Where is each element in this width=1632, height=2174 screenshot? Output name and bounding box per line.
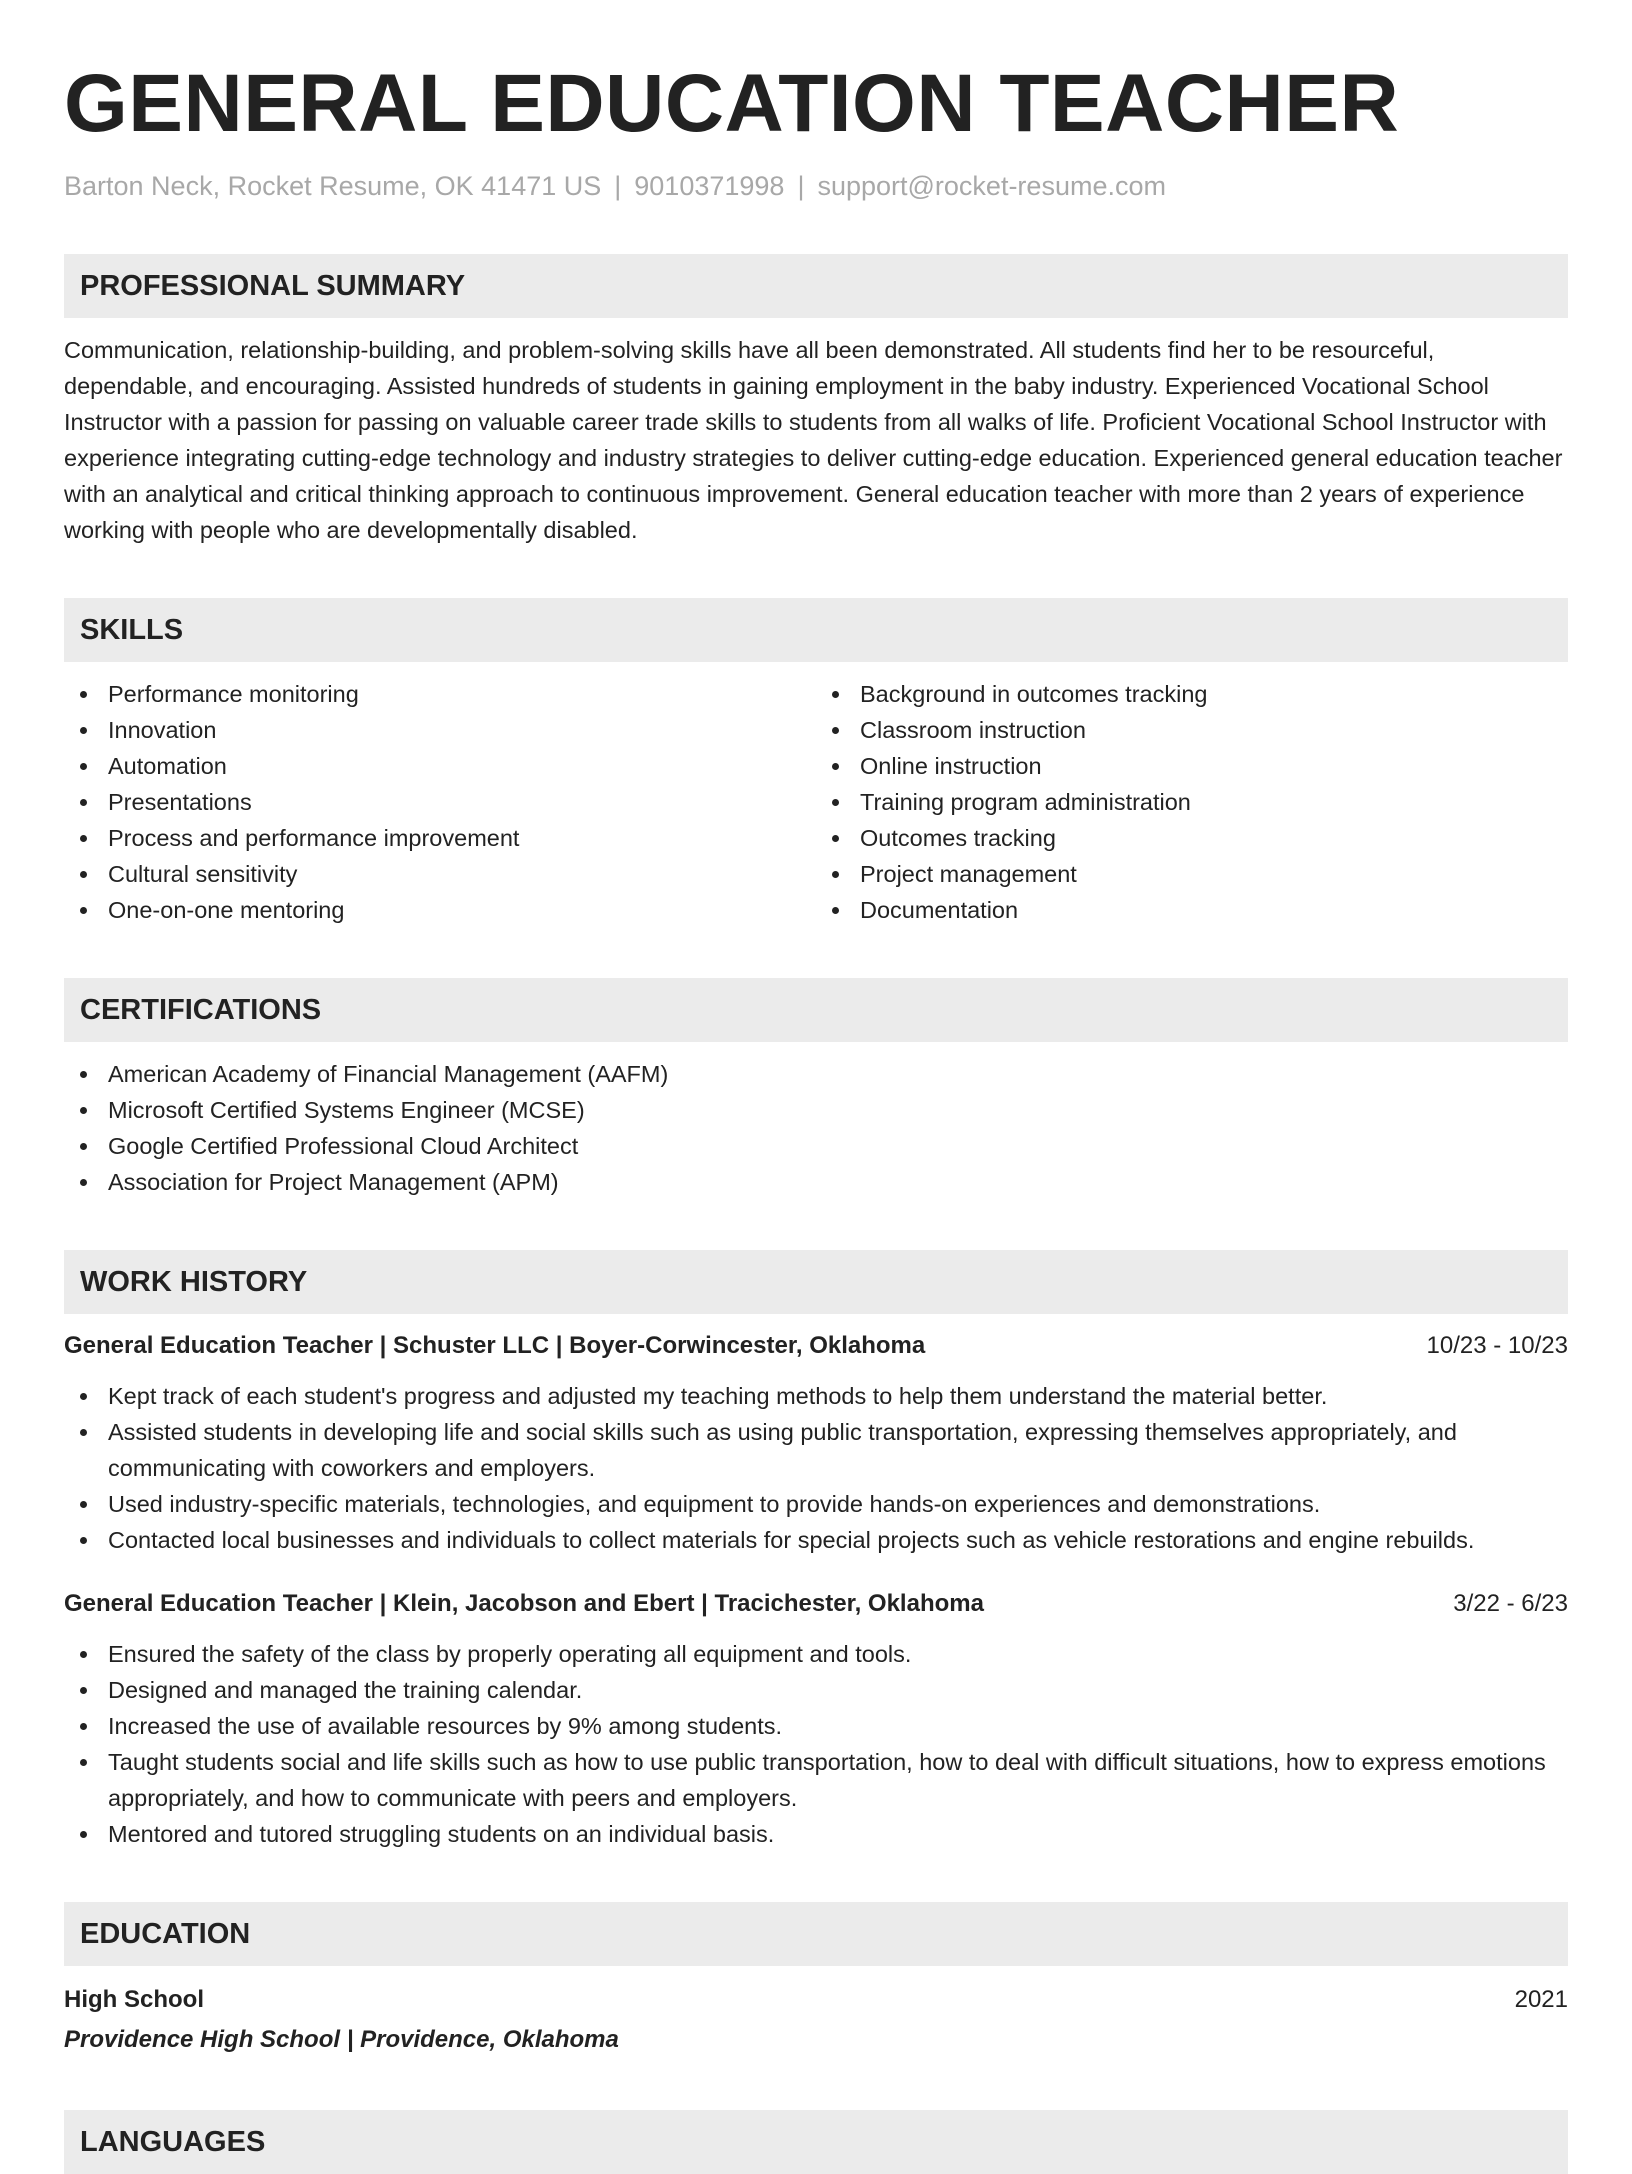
job-duties-list [64,1636,1568,1852]
education-heading: EDUCATION [64,1902,1568,1966]
skills-right-list [816,676,1568,928]
skill-item: One-on-one mentoring [64,892,816,928]
job-duty: Contacted local businesses and individuals to collect materials for special projects such as vehicle restorations and engine rebuilds. [64,1522,1568,1558]
job-title: General Education Teacher | Klein, Jacobson and Ebert | Tracichester, Oklahoma [64,1590,984,1617]
skill-item: Training program administration [816,784,1568,820]
skill-item: Documentation [816,892,1568,928]
education-school: Providence High School | Providence, Oklahoma [64,2026,619,2053]
skill-item: Innovation [64,712,816,748]
certifications-heading: CERTIFICATIONS [64,978,1568,1042]
summary-heading: PROFESSIONAL SUMMARY [64,254,1568,318]
certification-item: American Academy of Financial Management (AAFM) [64,1056,1568,1092]
contact-separator: | [614,171,622,201]
education-year: 2021 [1514,1986,1568,2013]
job-header [64,1328,1568,1364]
skill-item: Background in outcomes tracking [816,676,1568,712]
skill-item: Outcomes tracking [816,820,1568,856]
skill-item: Classroom instruction [816,712,1568,748]
languages-heading: LANGUAGES [64,2110,1568,2174]
skill-item: Performance monitoring [64,676,816,712]
skills-heading: SKILLS [64,598,1568,662]
contact-address: Barton Neck, Rocket Resume, OK 41471 US [64,171,602,201]
contact-line [64,168,1568,204]
job-duty: Assisted students in developing life and social skills such as using public transportation, expressing themselves appropriately, and communicating with coworkers and employers. [64,1414,1568,1486]
job-duty: Taught students social and life skills such as how to use public transportation, how to deal with difficult situations, how to express emotions appropriately, and how to communicate with peers and employers. [64,1744,1568,1816]
job-duties-list [64,1378,1568,1558]
summary-text: Communication, relationship-building, and problem-solving skills have all been demonstrated. All students find her to be resourceful, dependable, and encouraging. Assisted hundreds of students in gaining employment in the baby industry. Experienced Vocational School Instructor with a passion for passing on valuable career trade skills to students from all walks of life. Proficient Vocational School Instructor with experience integrating cutting-edge technology and industry strategies to deliver cutting-edge education. Experienced general education teacher with an analytical and critical thinking approach to continuous improvement. General education teacher with more than 2 years of experience working with people who are developmentally disabled. [64,337,1563,543]
job-dates: 10/23 - 10/23 [1426,1332,1568,1359]
skills-columns [64,676,1568,928]
skill-item: Project management [816,856,1568,892]
work-history-heading: WORK HISTORY [64,1250,1568,1314]
job-title: General Education Teacher | Schuster LLC | Boyer-Corwincester, Oklahoma [64,1332,926,1359]
skill-item: Cultural sensitivity [64,856,816,892]
job-duty: Kept track of each student's progress and adjusted my teaching methods to help them understand the material better. [64,1378,1568,1414]
skill-item: Presentations [64,784,816,820]
certification-item: Microsoft Certified Systems Engineer (MCSE) [64,1092,1568,1128]
skill-item: Online instruction [816,748,1568,784]
job-duty: Ensured the safety of the class by properly operating all equipment and tools. [64,1636,1568,1672]
certification-item: Google Certified Professional Cloud Architect [64,1128,1568,1164]
candidate-name: GENERAL EDUCATION TEACHER [64,58,1400,149]
skills-left-list [64,676,816,928]
skill-item: Process and performance improvement [64,820,816,856]
education-entry [64,1980,1568,2020]
job-header [64,1586,1568,1622]
job-dates: 3/22 - 6/23 [1453,1590,1568,1617]
job-duty: Designed and managed the training calendar. [64,1672,1568,1708]
job-duty: Mentored and tutored struggling students on an individual basis. [64,1816,1568,1852]
contact-email: support@rocket-resume.com [817,171,1166,201]
job-duty: Increased the use of available resources by 9% among students. [64,1708,1568,1744]
contact-separator: | [797,171,805,201]
contact-phone: 9010371998 [634,171,785,201]
skill-item: Automation [64,748,816,784]
job-duty: Used industry-specific materials, technologies, and equipment to provide hands-on experiences and demonstrations. [64,1486,1568,1522]
certifications-list [64,1056,1568,1200]
certification-item: Association for Project Management (APM) [64,1164,1568,1200]
education-degree: High School [64,1986,204,2013]
